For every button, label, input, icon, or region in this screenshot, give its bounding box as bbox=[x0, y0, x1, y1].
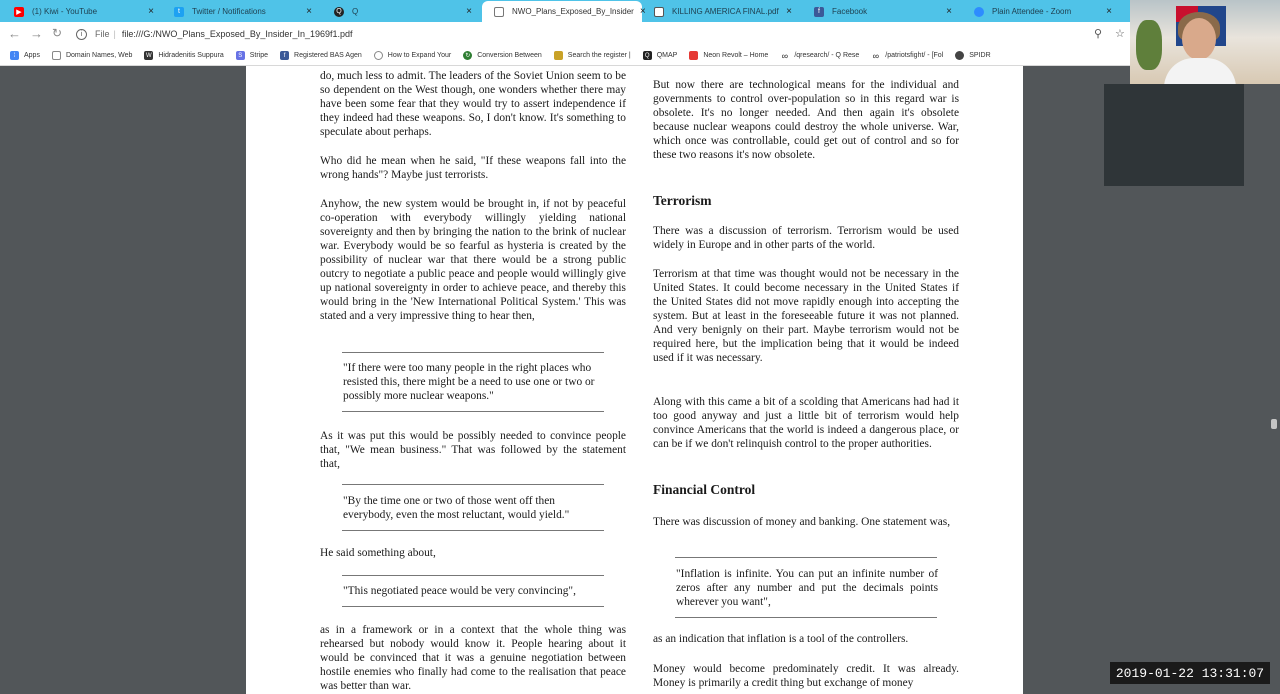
quote-rule bbox=[342, 411, 604, 412]
globe-icon bbox=[374, 51, 383, 60]
bookmark-neon-revolt[interactable] bbox=[689, 51, 768, 60]
tab-title: Twitter / Notifications bbox=[192, 7, 266, 16]
tab-youtube[interactable] bbox=[2, 1, 164, 22]
tab-title: KILLING AMERICA FINAL.pdf bbox=[672, 7, 779, 16]
paragraph: He said something about, bbox=[320, 547, 436, 559]
quote-rule bbox=[342, 606, 604, 607]
bookmark-stripe[interactable] bbox=[236, 51, 268, 60]
pdf-page bbox=[246, 66, 1023, 694]
bookmark-how-to-expand[interactable] bbox=[374, 51, 451, 60]
forward-arrow-icon[interactable]: → bbox=[30, 26, 43, 41]
video-thumbnail bbox=[1104, 84, 1244, 186]
wikipedia-icon: W bbox=[146, 52, 152, 59]
quote-rule bbox=[675, 557, 937, 558]
bookmark-label: /patriotsfight/ - [Fol bbox=[885, 52, 944, 59]
section-heading: Financial Control bbox=[653, 482, 756, 497]
bookmark-patriotsfight[interactable] bbox=[871, 51, 943, 60]
bookmark-qmap[interactable] bbox=[643, 51, 678, 60]
bookmark-label: Registered BAS Agen bbox=[294, 52, 362, 59]
address-bar[interactable] bbox=[76, 25, 1106, 43]
tab-title: Plain Attendee - Zoom bbox=[992, 7, 1072, 16]
bookmark-label: Stripe bbox=[249, 52, 269, 59]
tab-killing-america-pdf[interactable] bbox=[639, 1, 802, 22]
paragraph: Anyhow, the new system would be brought in, if not by peaceful co-operation with everybody willingly yielding national sovereignty and then by bringing the nation to the brink of nuclear war. Everybody would be so fearful as hysteria is created by the possibility of nuclear war that there would be a strong public outcry to negotiate a public peace and people would willingly give up national sovereignty in order to achieve peace, and thereby this would bring in the 'New International Political System.' This was stated and a very impressive thing to hear then, bbox=[320, 198, 626, 322]
tab-zoom[interactable] bbox=[962, 1, 1122, 22]
tab-title: (1) Kiwi - YouTube bbox=[32, 7, 98, 16]
bookmark-label: Search the register | bbox=[567, 52, 631, 59]
youtube-icon: ▶ bbox=[14, 7, 24, 17]
close-icon[interactable]: × bbox=[148, 6, 154, 17]
bookmark-label: SPIDR bbox=[969, 52, 991, 59]
paragraph: as an indication that inflation is a tool of the controllers. bbox=[653, 633, 909, 645]
loop-icon: ↻ bbox=[465, 53, 471, 59]
bookmark-apps[interactable] bbox=[10, 51, 40, 60]
paragraph: But now there are technological means for the individual and governments to control over-population so in this regard war is obsolete. It's no longer needed. And then again it's obsolete because nuclear weapons could destroy the whole universe. War, which once was controllable, could get out of control and so for these two reasons it's now obsolete. bbox=[653, 79, 959, 161]
recording-timestamp: 2019-01-22 13:31:07 bbox=[1110, 662, 1270, 684]
paragraph: Along with this came a bit of a scolding that Americans had had it too good anyway and just a little bit of terrorism would help convince Americans that the world is indeed a dangerous place, or can be if we don't relinquish control to the proper authorities. bbox=[653, 396, 959, 450]
paragraph: There was discussion of money and banking. One statement was, bbox=[653, 516, 951, 528]
url-text: file:///G:/NWO_Plans_Exposed_By_Insider_In_1969f1.pdf bbox=[121, 29, 353, 39]
tab-title: NWO_Plans_Exposed_By_Insider bbox=[512, 7, 634, 16]
globe-icon bbox=[955, 51, 964, 60]
scrollbar-thumb[interactable] bbox=[1271, 419, 1277, 429]
paragraph: Money would become predominately credit. It was already. Money is primarily a credit thing but exchange of money bbox=[653, 663, 959, 689]
twitter-icon: t bbox=[174, 7, 184, 17]
bookmark-label: Apps bbox=[24, 52, 40, 59]
bookmark-qresearch[interactable] bbox=[780, 51, 859, 60]
tab-twitter[interactable] bbox=[162, 1, 322, 22]
zoom-icon bbox=[974, 7, 984, 17]
webcam-video bbox=[1130, 0, 1280, 84]
facebook-icon: f bbox=[280, 51, 289, 60]
info-icon[interactable]: i bbox=[76, 29, 87, 40]
bookmark-bas-agent[interactable] bbox=[280, 51, 362, 60]
tab-title: Q bbox=[352, 7, 359, 16]
bookmark-label: Neon Revolt – Home bbox=[703, 52, 769, 59]
quote-rule bbox=[342, 575, 604, 576]
infinity-icon: ∞ bbox=[872, 50, 879, 61]
bookmark-hidradenitis[interactable] bbox=[144, 51, 223, 60]
quote: "If there were too many people in the right places who resisted this, there might be a need to use one or two or possibly more nuclear weapons." bbox=[343, 362, 595, 402]
tab-nwo-pdf[interactable] bbox=[482, 1, 646, 22]
close-icon[interactable]: × bbox=[946, 6, 952, 17]
paragraph: as in a framework or in a context that the whole thing was rehearsed but nobody would know it. People hearing about it would be convinced that it was a genuine negotiation between hostile enemies who finally had come to the realisation that peace was better than war. bbox=[320, 624, 626, 692]
page-icon bbox=[52, 51, 61, 60]
quote: "Inflation is infinite. You can put an infinite number of zeros after any number and put the decimals points wherever you want", bbox=[676, 568, 938, 608]
tab-strip bbox=[0, 0, 1130, 22]
tab-q[interactable] bbox=[322, 1, 482, 22]
quote: "By the time one or two of those went off then everybody, even the most reluctant, would yield." bbox=[343, 495, 570, 521]
document-icon bbox=[494, 7, 504, 17]
stripe-icon: S bbox=[236, 51, 245, 60]
bookmark-star-icon[interactable]: ☆ bbox=[1115, 28, 1125, 40]
bookmark-spidr[interactable] bbox=[955, 51, 990, 60]
close-icon[interactable]: × bbox=[466, 6, 472, 17]
quote: "This negotiated peace would be very convincing", bbox=[343, 585, 576, 597]
infinity-icon: ∞ bbox=[781, 50, 789, 61]
close-icon[interactable]: × bbox=[786, 6, 792, 17]
paragraph: Who did he mean when he said, "If these weapons fall into the wrong hands"? Maybe just terrorists. bbox=[320, 155, 626, 181]
bookmark-label: Hidradenitis Suppura bbox=[158, 52, 224, 59]
browser-toolbar bbox=[0, 22, 1130, 46]
crest-icon bbox=[554, 51, 563, 60]
paragraph: As it was put this would be possibly needed to convince people that, "We mean business." That was followed by the statement that, bbox=[320, 430, 626, 470]
paragraph: There was a discussion of terrorism. Terrorism would be used widely in Europe and in other parts of the world. bbox=[653, 225, 959, 251]
bookmark-conversion[interactable] bbox=[463, 51, 542, 60]
document-icon bbox=[654, 7, 664, 17]
bookmark-domain-names[interactable] bbox=[52, 51, 132, 60]
paragraph: Terrorism at that time was thought would not be necessary in the United States. It could become necessary in the United States if the United States did not move rapidly enough into accepting the system. But at least in the foreseeable future it was not planned. And very benignly on their part. Maybe terrorism would not be required here, but the implication being that it would be indeed used if it was necessary. bbox=[653, 268, 959, 364]
tab-title: Facebook bbox=[832, 7, 868, 16]
bookmark-label: Domain Names, Web bbox=[65, 52, 133, 59]
url-separator: | bbox=[113, 29, 116, 39]
close-icon[interactable]: × bbox=[306, 6, 312, 17]
webcam-face bbox=[1182, 18, 1216, 60]
bookmark-label: How to Expand Your bbox=[387, 52, 452, 59]
quote-rule bbox=[342, 530, 604, 531]
bookmarks-bar bbox=[0, 46, 1130, 66]
bookmark-search-register[interactable] bbox=[554, 51, 631, 60]
reload-icon[interactable]: ↻ bbox=[52, 26, 63, 40]
back-arrow-icon[interactable]: ← bbox=[8, 26, 21, 41]
close-icon[interactable]: × bbox=[639, 6, 646, 17]
bookmark-label: Conversion Between bbox=[477, 52, 542, 59]
url-scheme: File bbox=[95, 29, 110, 39]
q-icon: Q bbox=[334, 7, 344, 17]
bookmark-label: QMAP bbox=[656, 52, 678, 59]
quote-rule bbox=[675, 617, 937, 618]
neon-icon bbox=[689, 51, 698, 60]
zoom-icon[interactable]: ⚲ bbox=[1094, 28, 1103, 40]
apps-icon: ⁞ bbox=[10, 51, 19, 60]
bookmark-label: /qresearch/ - Q Rese bbox=[794, 52, 860, 59]
facebook-icon: f bbox=[814, 7, 824, 17]
close-icon[interactable]: × bbox=[1106, 6, 1112, 17]
quote-rule bbox=[342, 352, 604, 353]
webcam-plant bbox=[1136, 20, 1162, 70]
quote-rule bbox=[342, 484, 604, 485]
paragraph: do, much less to admit. The leaders of the Soviet Union seem to be so dependent on the West though, one wonders whether there may have been some fear that they would try to assert independence if they indeed had these weapons. So, I don't know. It's something to speculate about perhaps. bbox=[320, 70, 626, 138]
tab-facebook[interactable] bbox=[802, 1, 962, 22]
q-icon: Q bbox=[643, 51, 652, 60]
section-heading: Terrorism bbox=[653, 193, 712, 208]
